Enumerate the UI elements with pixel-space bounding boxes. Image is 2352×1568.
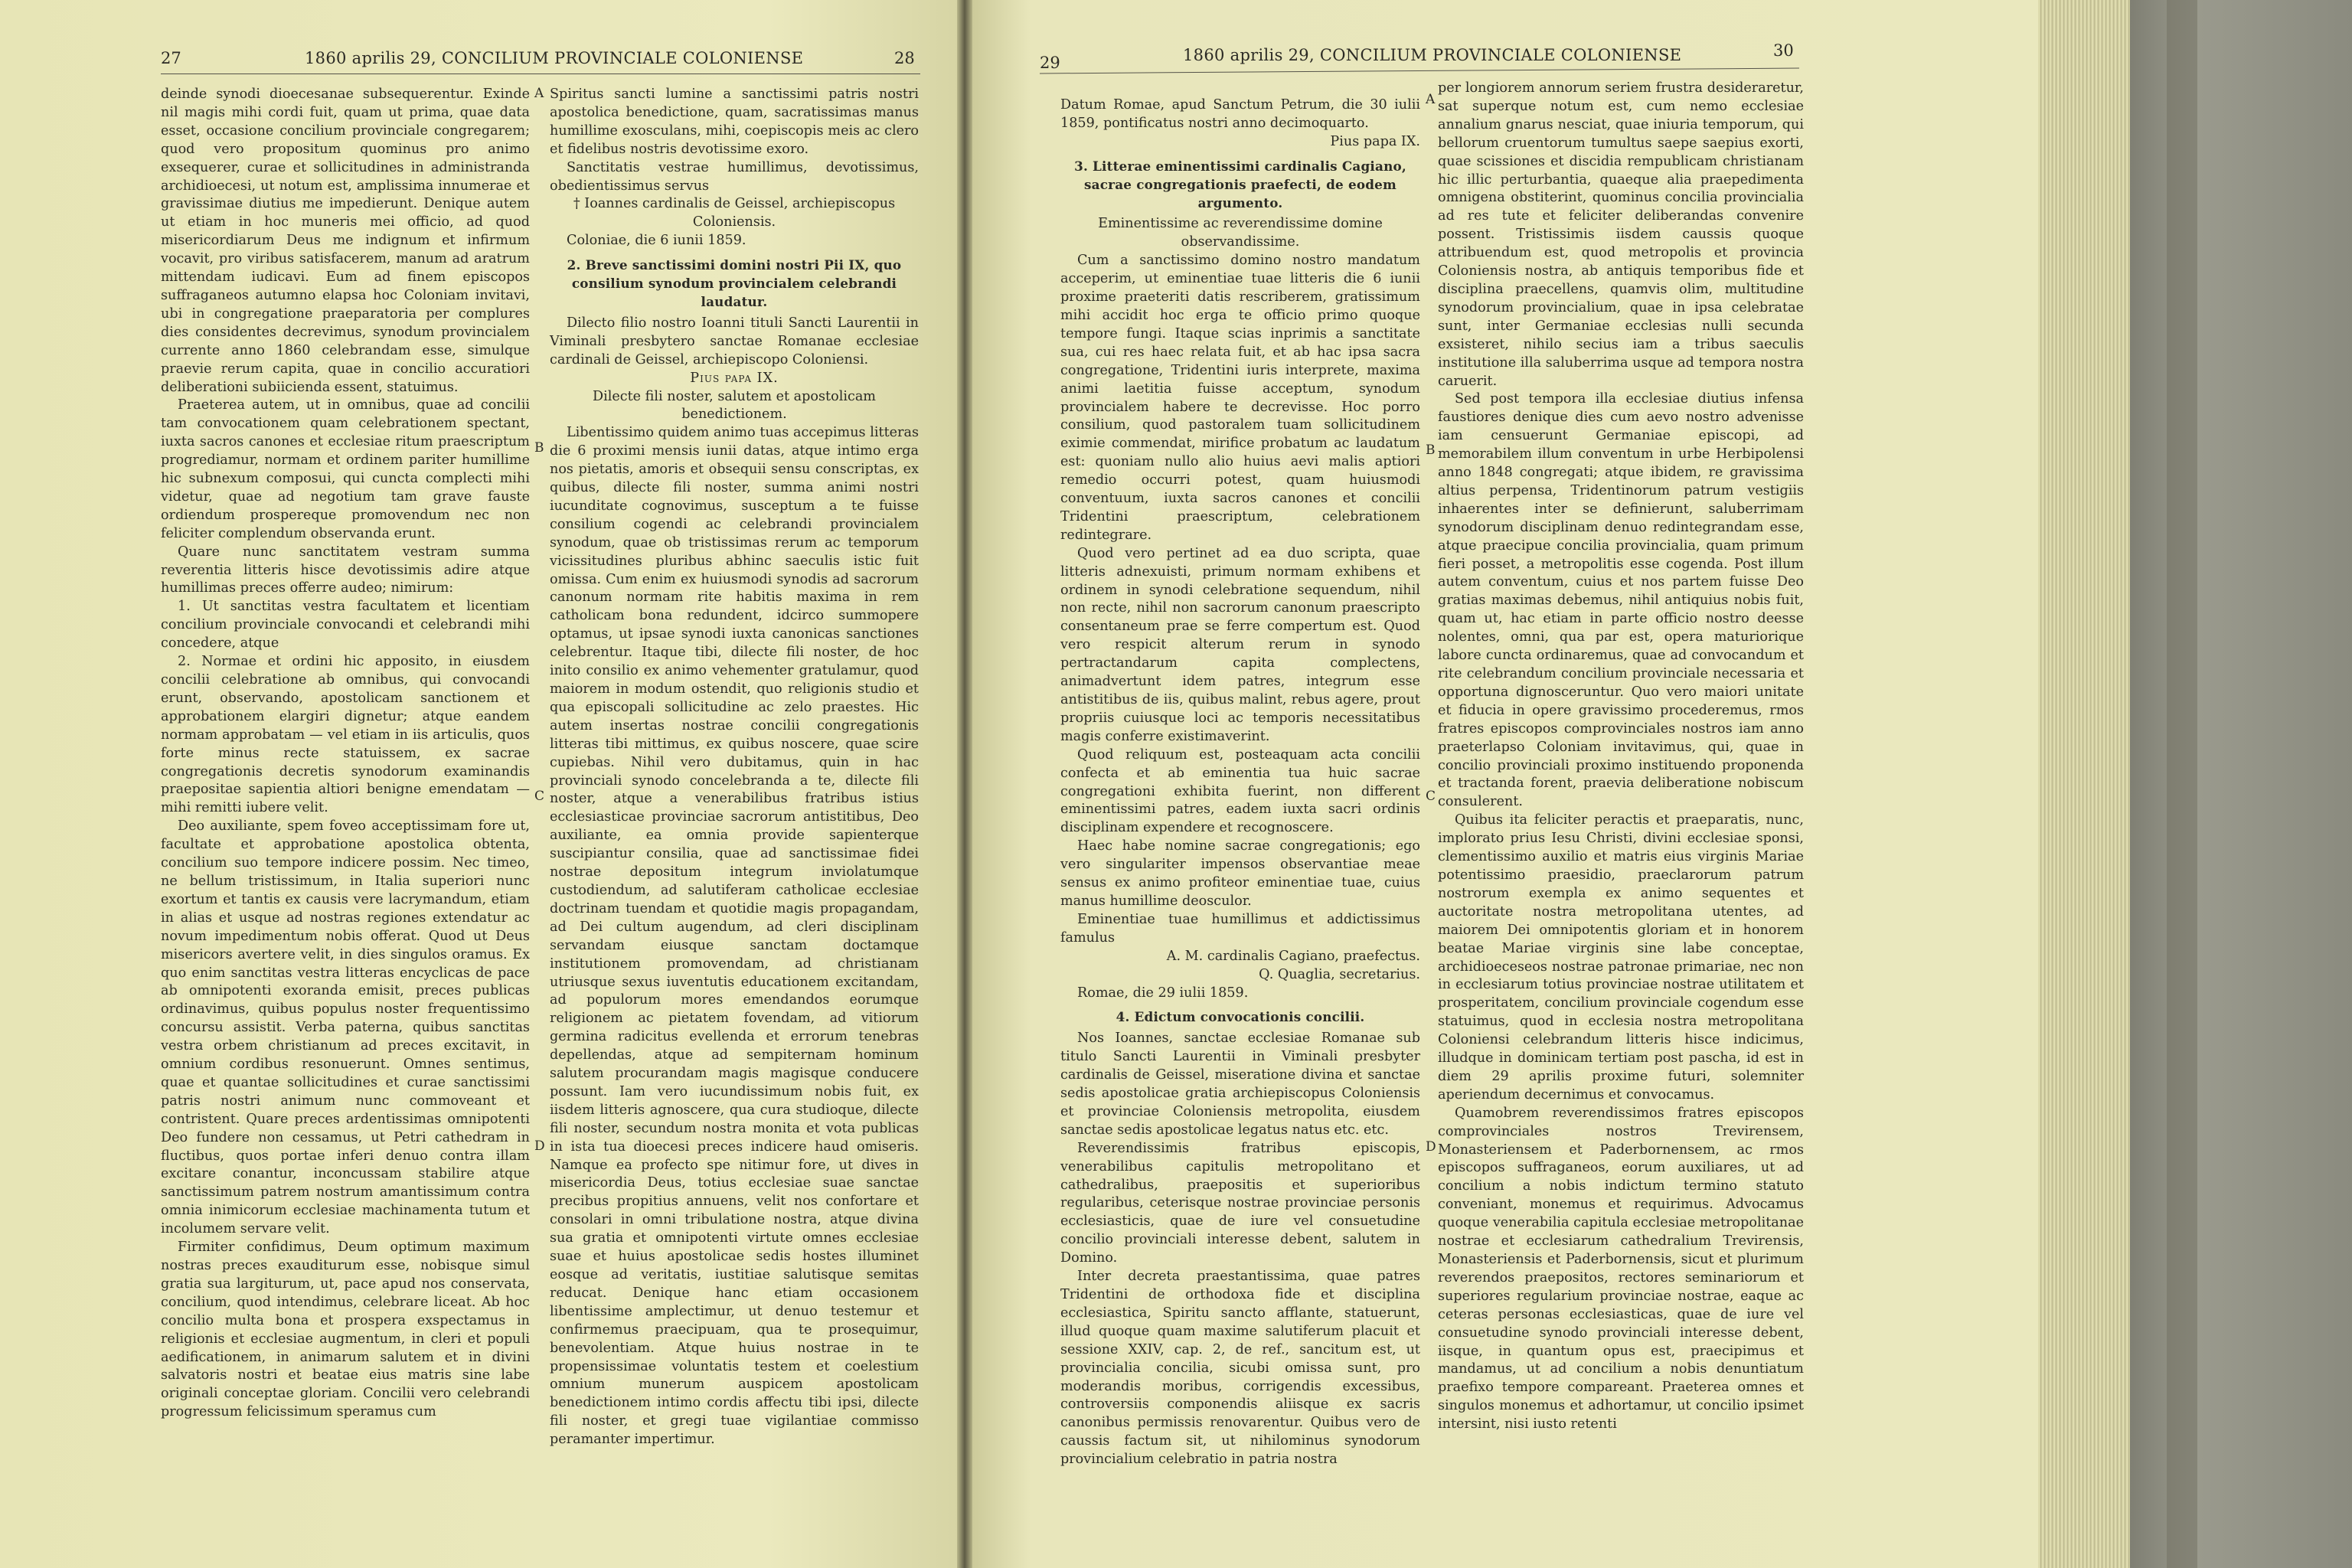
paragraph: 4. Edictum convocationis concilii. [1116, 1009, 1365, 1025]
paragraph: deinde synodi dioecesanae subsequerentur. Exinde nil magis mihi cordi fuit, quam ut prima, quae data esset, occasione concilium provinciale congregarem; quod vero propositum quominus pro animo exsequerer, curae et sollicitudines in administranda archidioecesi, ut notum est, amplissima innumerae et gravissimae diutius me impedierunt. Denique autem ut etiam in hoc muneris mei officio, ad quod misericordiarum Deus me indignum et infirmum vocavit, pro viribus satisfacerem, manum ad aratrum mittendam iudicavi. Eum ad finem episcopos suffraganeos autumno elapsa hoc Coloniam invitavi, ubi in congregatione praeparatoria per complures dies considentes decrevimus, synodum provincialem currente anno 1860 celebrandam esse, simulque praevie rerum capita, quae in concilio accuratiori deliberationi subiicienda essent, statuimus. [161, 87, 530, 395]
desk-shadow [2167, 0, 2197, 1568]
running-head: 1860 aprilis 29, CONCILIUM PROVINCIALE COLONIENSE [1183, 46, 1682, 64]
paragraph: Romae, die 29 iulii 1859. [1077, 985, 1249, 1001]
paragraph: Pius papa IX. [690, 370, 779, 386]
margin-letter: C [1426, 789, 1436, 804]
paragraph: 2. Normae et ordini hic apposito, in eiusdem concilii celebratione ab omnibus, qui convocandi erunt, observando, apostolicam sanctionem et approbationem elargiri dignetur; atque eandem normam approbatam — vel etiam in iis articulis, quos forte minus recte statuissem, ex sacrae congregationis decretis synodorum examinandis praepositae sapientia altiori benigne emendatam — mihi remitti iubere velit. [161, 654, 530, 816]
book-gutter [957, 0, 972, 1568]
paragraph: Sed post tempora illa ecclesiae diutius infensa faustiores denique dies cum aevo nostro advenisse iam censuerunt Germaniae episcopi, ad memorabilem illum conventum in urbe Herbipolensi anno 1848 congregati; atque ibidem, re gravissima altius perpensa, Tridentinorum patrum vestigiis inhaerentes inter se definierunt, saluberrimam synodorum disciplinam denuo redintegrandam esse, atque praecipue concilia provincialia, quam primum fieri posset, a metropolitis esse cogenda. Post illum autem conventum, cuius et nos partem fuisse Deo gratias maximas debemus, nihil antiquius nobis fuit, quam ut, hac etiam in parte officio nostro deesse nolentes, omni, qua par est, opera maturiorique labore cuncta ordinaremus, quae ad convocandum et rite celebrandum concilium provinciale necessaria et opportuna dignosceruntur. Quo vero maiori unitate et fiducia in opere gravissimo procederemus, rmos fratres episcopos comprovinciales nostros iam anno praeterlapso Coloniam invitavimus, qui, quae in concilio provinciali proximo instituendo proponenda et tractanda forent, praevia deliberatione nobiscum consulerent. [1438, 391, 1804, 810]
desk-background [2130, 0, 2352, 1568]
page-number: 29 [1040, 54, 1060, 72]
paragraph: 1. Ut sanctitas vestra facultatem et licentiam concilium provinciale convocandi et celebrandi mihi concedere, atque [161, 599, 530, 652]
paragraph: Quamobrem reverendissimos fratres episcopos comprovinciales nostros Trevirensem, Monasteriensem et Paderbornensem, ac rmos episcopos suffraganeos, eorum auxiliares, ut ad concilium a nobis indictum termino statuto conveniant, monemus et requirimus. Advocamus quoque venerabilia capitula ecclesiae metropolitanae nostrae et ecclesiarum cathedralium Trevirensis, Monasteriensis et Paderbornensis, sicut et plurimum reverendos praepositos, rectores seminariorum et superiores regularium provinciae nostrae, eaque ac ceteras personas ecclesiasticas, quae de iure vel consuetudine synodo provinciali interesse debent, iisque, in quantum opus est, praecipimus et mandamus, ut ad concilium a nobis denuntiatum praefixo tempore compareant. Praeterea omnes et singulos monemus et adhortamur, ut concilio ipsimet intersint, nisi iusto retenti [1438, 1105, 1804, 1432]
paragraph: † Ioannes cardinalis de Geissel, archiepiscopus Coloniensis. [573, 196, 896, 230]
paragraph: Spiritus sancti lumine a sanctissimi patris nostri apostolica benedictione, quam, sacratissimas manus humillime exosculans, mihi, coepiscopis meis ac clero et fidelibus nostris devotissime exoro. [550, 87, 919, 157]
page-number: 30 [1773, 41, 1794, 60]
paragraph: Q. Quaglia, secretarius. [1259, 966, 1420, 982]
paragraph: Nos Ioannes, sanctae ecclesiae Romanae sub titulo Sancti Laurentii in Viminali presbyter cardinalis de Geissel, miseratione divina et sanctae sedis apostolicae gratia archiepiscopus Coloniensis et provinciae Coloniensis metropolita, eiusdem sanctae sedis apostolicae legatus natus etc. etc. [1060, 1031, 1420, 1138]
running-head: 1860 aprilis 29, CONCILIUM PROVINCIALE COLONIENSE [305, 49, 804, 67]
page-number: 27 [161, 49, 181, 67]
paragraph: per longiorem annorum seriem frustra desideraretur, sat superque notum est, cum nemo ecclesiae annalium gnarus nesciat, quae iniuria temporum, qui bellorum cruentorum tumultus saepe saepius exorti, quae scissiones et discidia rempublicam christianam hic illic perturbantia, quaeque alia praepedimenta omnigena obstiterint, quominus concilia provincialia ad res tute et feliciter deliberandas convenire possent. Tristissimis iisdem caussis quoque attribuendum est, quod metropolis et provincia Coloniensis nostra, ab antiquis temporibus fide et disciplina praecellens, quamvis olim, multitudine synodorum provincialium, quae in ipsa celebratae sunt, inter Germaniae ecclesias nulli secunda exsisteret, nihilo secius iam a tribus saeculis institutione illa saluberrima usque ad tempora nostra caruerit. [1438, 80, 1804, 389]
margin-letter: B [534, 440, 544, 456]
text-column-left-1 [161, 86, 530, 1422]
page-number: 28 [894, 49, 915, 67]
paragraph: Haec habe nomine sacrae congregationis; ego vero singulariter impensos observantiae meae sensus ex animo profiteor eminentiae tuae, cuius manus humillime deosculor. [1060, 838, 1420, 909]
paragraph: Praeterea autem, ut in omnibus, quae ad concilii tam convocationem quam celebrationem spectant, iuxta sacros canones et ecclesiae ritum praescriptum progrediamur, normam et ordinem pariter humillime hic subnexum composui, qui cuncta complecti mihi videtur, quae ad negotium tam grave fauste ordiendum prospereque promovendum nec non feliciter complendum observanda erunt. [161, 397, 530, 541]
paragraph: Quod reliquum est, posteaquam acta concilii confecta et ab eminentia tua huic sacrae congregationi exhibita fuerint, non different eminentissimi patres, eadem iuxta sacri ordinis disciplinam expendere et recognoscere. [1060, 746, 1420, 836]
margin-letter: D [1426, 1139, 1436, 1155]
paragraph: Eminentissime ac reverendissime domine observandissime. [1098, 216, 1383, 250]
margin-letter: A [534, 86, 544, 101]
page-edges [2038, 0, 2130, 1568]
paragraph: 3. Litterae eminentissimi cardinalis Cagiano, sacrae congregationis praefecti, de eodem argumento. [1074, 158, 1406, 211]
margin-letter: A [1426, 92, 1436, 107]
paragraph: Dilecto filio nostro Ioanni tituli Sancti Laurentii in Viminali presbytero sanctae Romanae ecclesiae cardinali de Geissel, archiepiscopo Coloniensi. [550, 315, 919, 368]
paragraph: Quibus ita feliciter peractis et praeparatis, nunc, implorato prius Iesu Christi, divini ecclesiae sponsi, clementissimo auxilio et matris eius virginis Mariae potentissimo praesidio, praeclarorum patrum nostrorum exempla ex animo sequentes et auctoritate nostra metropolitana utentes, ad maiorem Dei omnipotentis gloriam et in honorem beatae Mariae virginis sine labe conceptae, archidioeceseos nostrae patronae primariae, nec non in ecclesiarum totius provinciae nostrae utilitatem et prosperitatem, concilium provinciale cogendum esse statuimus, quod in ecclesia nostra metropolitana Coloniensi celebrandum litteris hisce indicimus, illudque in dominicam tertiam post pascha, id est in diem 29 aprilis proxime futuri, solemniter aperiendum decernimus et convocamus. [1438, 812, 1804, 1102]
paragraph: Cum a sanctissimo domino nostro mandatum acceperim, ut eminentiae tuae litteris die 6 iunii proxime praeteriti datis rescriberem, gratissimum mihi accidit hoc erga te officio primo quoque tempore fungi. Itaque scias inprimis a sanctitate sua, cui res haec relata fuit, et ab hac ipsa sacra congregatione, Tridentini iuris interprete, maxima animi laetitia fuisse acceptum, synodum provincialem habere te decrevisse. Hoc porro consilium, quod pastoralem tuam sollicitudinem eximie commendat, mirifice probatum ac laudatum est: quoniam nullo alio huius aevi malis aptiori remedio occurri potest, quam huiusmodi conventuum, iuxta sacros canones et concilii Tridentini praescriptum, celebrationem redintegrare. [1060, 253, 1420, 543]
paragraph: Inter decreta praestantissima, quae patres Tridentini de orthodoxa fide et disciplina ecclesiastica, Spiritu sancto afflante, statuerunt, illud quoque quam maxime salutiferum placuit et sessione XXIV, cap. 2, de ref., sancitum est, ut provincialia concilia, sicubi omissa sunt, pro moderandis moribus, corrigendis excessibus, controversiis componendis aliisque ex sacris canonibus permissis renovarentur. Quibus vero de caussis factum sit, ut nihilominus synodorum provincialium celebratio in patria nostra [1060, 1269, 1420, 1468]
margin-letter: C [534, 789, 545, 804]
paragraph: Quod vero pertinet ad ea duo scripta, quae litteris adnexuisti, primum normam exhibens et ordinem in synodi celebratione sequendum, nihil non recte, nihil non sacrorum canonum praescripto consentaneum prae se ferre compertum est. Quod vero respicit alterum rerum in synodo pertractandarum capita complectens, animadvertunt idem patres, integrum esse antistitibus de iis, quibus malint, rebus agere, prout propriis cuiusque loci ac temporis necessitatibus magis conferre existimaverint. [1060, 545, 1420, 744]
paragraph: Eminentiae tuae humillimus et addictissimus famulus [1060, 911, 1420, 946]
paragraph: Libentissimo quidem animo tuas accepimus litteras die 6 proximi mensis iunii datas, atque intimo erga nos pietatis, amoris et obsequii sensu conscriptas, ex quibus, dilecte fili noster, summa animi nostri iucunditate cognovimus, susceptum a te fuisse consilium cogendi ac celebrandi provincialem synodum, quae ob tristissimas rerum ac temporum vicissitudines pluribus abhinc saeculis istic fuit omissa. Cum enim ex huiusmodi synodis ad sacrorum canonum normam rite habitis maxima in rem catholicam bona redundent, idcirco summopere optamus, ut ipsae synodi iuxta canonicas sanctiones celebrentur. Itaque tibi, dilecte fili noster, de hoc inito consilio ex animo vehementer gratulamur, quod maiorem in modum ostendit, quo religionis studio et qua episcopali sollicitudine ac zelo praestes. Hic autem insertas nostrae concilii congregationis litteras tibi mittimus, ex quibus noscere, quae scire cupiebas. Nihil vero dubitamus, quin in hac provinciali synodo concelebranda a te, dilecte fili noster, atque a venerabilibus fratribus istius ecclesiasticae provinciae sacrorum antistitibus, Deo auxiliante, ea omnia provide sapienterque suscipiantur consilia, quae ad sanctissimae fidei nostrae depositum integrum inviolatumque custodiendum, ad salutiferam catholicae ecclesiae doctrinam tuendam et quotidie magis propagandam, ad Dei cultum augendum, ad cleri disciplinam servandam eiusque sanctam doctamque institutionem promovendam, ad christianam utriusque sexus iuventutis educationem excitandam, ad populorum mores emendandos eorumque religionem ac pietatem fovendam, ad vitiorum germina radicitus evellenda et errorum tenebras depellendas, atque ad sempiternam hominum salutem procurandam magis magisque conducere possunt. Iam vero iucundissimum nobis fuit, ex iisdem litteris agnoscere, qua cura studioque, dilecte fili noster, secundum nostra monita et vota publicas in ista tua dioecesi preces indicere haud omiseris. Namque ea profecto spe nitimur fore, ut dives in misericordia Deus, totius ecclesiae suae sanctae precibus propitius annuens, velit nos confortare et consolari in omni tribulatione nostra, atque divina sua gratia et omnipotenti virtute omnes ecclesiae suae et huius apostolicae sedis hostes illuminet eosque ad veritatis, iustitiae salutisque semitas reducat. Denique hanc etiam occasionem libentissime amplectimur, ut denuo testemur et confirmemus praecipuam, qua te prosequimur, benevolentiam. Atque huius nostrae in te propensissimae voluntatis testem et coelestium omnium munerum auspicem apostolicam benedictionem intimo cordis affectu tibi ipsi, dilecte fili noster, et gregi tuae vigilantiae commisso peramanter impertimur. [550, 425, 919, 1448]
margin-letter: B [1426, 443, 1436, 458]
paragraph: Sanctitatis vestrae humillimus, devotissimus, obedientissimus servus [550, 159, 919, 194]
paragraph: Coloniae, die 6 iunii 1859. [567, 233, 746, 249]
paragraph: Firmiter confidimus, Deum optimum maximum nostras preces exauditurum esse, nobisque simul gratia sua largiturum, ut, pace apud nos conservata, concilium, quod intendimus, celebrare liceat. Ab hoc concilio multa bona et prospera exspectamus in religionis et ecclesiae augmentum, in cleri et populi aedificationem, in animarum salutem et in divini salvatoris nostri et beatae eius matris sine labe originali conceptae gloriam. Concilii vero celebrandi progressum felicissimum speramus cum [161, 1240, 530, 1420]
paragraph: A. M. cardinalis Cagiano, praefectus. [1166, 948, 1420, 964]
margin-letter: D [534, 1138, 545, 1154]
paragraph: Quare nunc sanctitatem vestram summa reverentia litteris hisce devotissimis adire atque humillimas preces offerre audeo; nimirum: [161, 544, 530, 596]
paragraph: Pius papa IX. [1330, 133, 1420, 149]
text-column-left-2 [550, 86, 919, 1449]
paragraph: Datum Romae, apud Sanctum Petrum, die 30 iulii 1859, pontificatus nostri anno decimoquarto. [1060, 97, 1420, 131]
paragraph: Reverendissimis fratribus episcopis, venerabilibus capitulis metropolitano et cathedralibus, praepositis et superioribus regularibus, ceterisque nostrae provinciae personis ecclesiasticis, quae de iure vel consuetudine concilio provinciali interesse debent, salutem in Domino. [1060, 1140, 1420, 1266]
paragraph: Deo auxiliante, spem foveo acceptissimam fore ut, facultate et approbatione apostolica obtenta, concilium suo tempore indicere possim. Nec timeo, ne bellum tristissimum, in Italia superiori nunc exortum et tantis ex causis vere lacrymandum, etiam in alias et usque ad nostras regiones extendatur ac novum impedimentum nobis offerat. Quod ut Deus misericors avertere velit, in dies singulos oramus. Ex quo enim sanctitas vestra litteras encyclicas de pace ab omnipotenti exoranda emisit, preces publicas ordinavimus, quibus populus noster frequentissimo concursu assistit. Verba paterna, quibus sanctitas vestra orbem christianum ad preces excitavit, in omnium cordibus resonuerunt. Omnes sentimus, quae et quantae sollicitudines et curae sanctissimi patris nostri animum nunc commoveant et contristent. Quare preces ardentissimas omnipotenti Deo fundere non cessamus, ut Petri cathedram in fluctibus, quos portae inferi denuo contra illam excitare conantur, inconcussam stabilire atque sanctissimum patrem nostrum amantissimum contra omnia inimicorum ecclesiae machinamenta tutum et incolumem servare velit. [161, 818, 530, 1237]
paragraph: 2. Breve sanctissimi domini nostri Pii IX, quo consilium synodum provincialem celebrandi laudatur. [567, 257, 902, 309]
text-column-right-1 [1060, 96, 1420, 1469]
text-column-right-2 [1438, 80, 1804, 1434]
paragraph: Dilecte fili noster, salutem et apostolicam benedictionem. [592, 388, 876, 423]
